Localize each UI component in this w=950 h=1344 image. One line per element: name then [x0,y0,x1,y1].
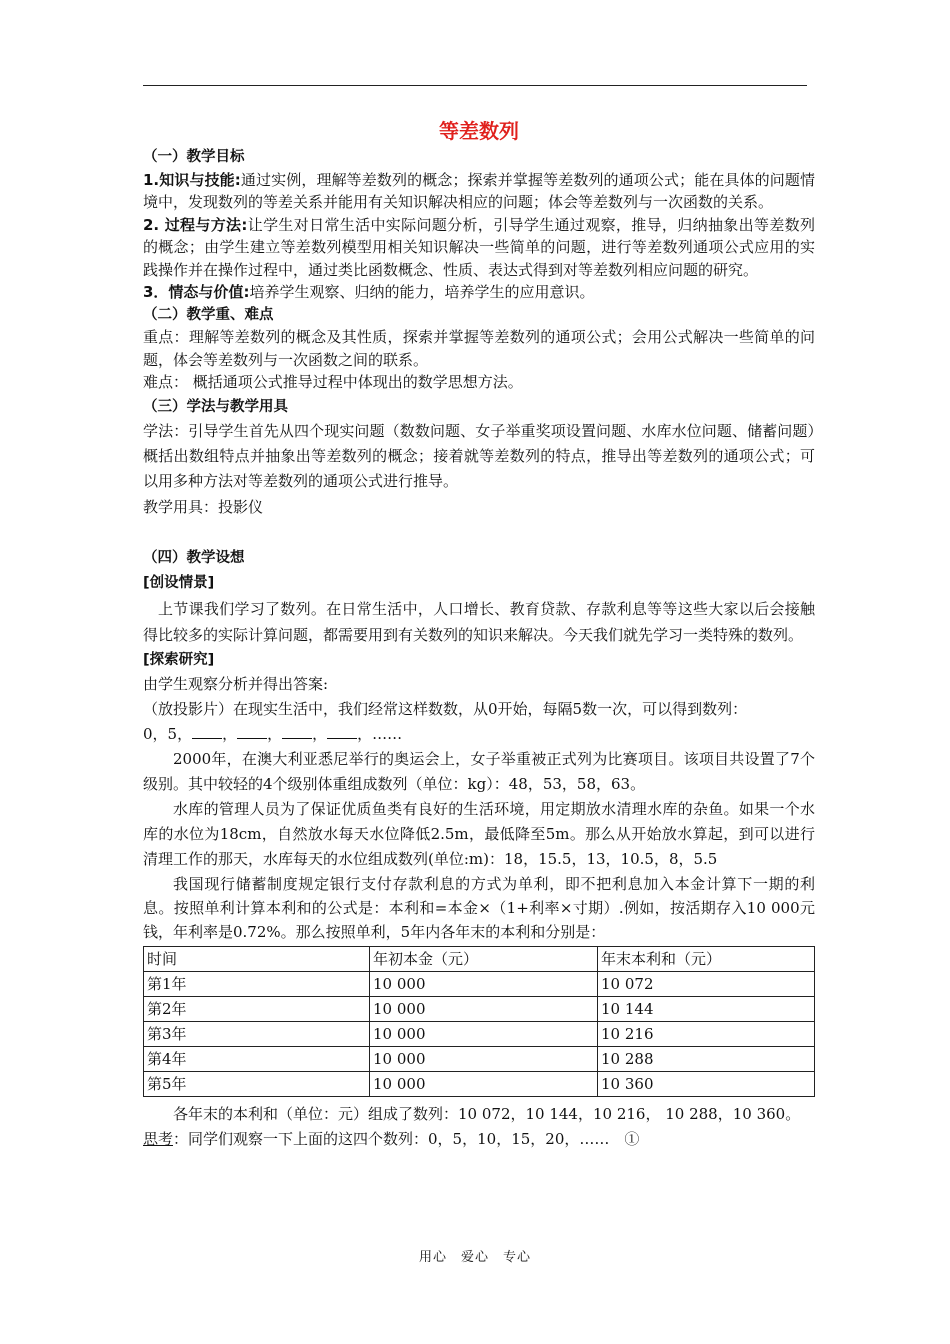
sep-1: ， [222,725,238,743]
savings-paragraph: 我国现行储蓄制度规定银行支付存款利息的方式为单利，即不把利息加入本金计算下一期的利息。按照单利计算本利和的公式是：本利和=本金×（1+利率×寸期）.例如，按活期存入10 000元钱，年利率是0.72%。那么按照单利，5年内各年末的本利和分别是： [143,875,815,941]
think-text: ：同学们观察一下上面的这四个数列：0，5，10，15，20，…… ① [173,1130,640,1148]
table-header-cell: 时间 [144,947,370,972]
blank-4 [327,724,357,739]
subheading-scenario: [创设情景] [143,575,215,591]
year-end-sequence: 各年末的本利和（单位：元）组成了数列：10 072，10 144，10 216， 10 288，10 360。 [173,1105,801,1123]
table-cell: 第3年 [144,1022,370,1047]
think-line [143,1127,815,1151]
table-cell: 10 288 [598,1047,815,1072]
savings-table [143,946,815,1097]
table-cell: 10 000 [370,997,598,1022]
goal-process-text: 让学生对日常生活中实际问题分析，引导学生通过观察，推导，归纳抽象出等差数列的概念；由学生建立等差数列模型用相关知识解决一些简单的问题，进行等差数列通项公式应用的实践操作并在操作过程中，通过类比函数概念、性质、表达式得到对等差数列相应问题的研究。 [143,215,815,279]
table-cell: 第2年 [144,997,370,1022]
goal-values-label: 3．情态与价值: [143,283,250,301]
goal-knowledge-text: 通过实例，理解等差数列的概念；探索并掌握等差数列的通项公式；能在具体的问题情境中，发现数列的等差关系并能用有关知识解决相应的问题；体会等差数列与一次函数的关系。 [143,170,815,211]
table-cell: 10 144 [598,997,815,1022]
table-cell: 10 360 [598,1072,815,1097]
section-heading-goals: （一）教学目标 [143,149,245,165]
sep-4: ， [357,725,373,743]
section-heading-method: （三）学法与教学用具 [143,398,288,415]
table-cell: 第5年 [144,1072,370,1097]
blank-3 [282,724,312,739]
table-row [144,997,815,1022]
page-title: 等差数列 [439,119,519,143]
reservoir-paragraph: 水库的管理人员为了保证优质鱼类有良好的生活环境，用定期放水清理水库的杂鱼。如果一个水库的水位为18cm，自然放水每天水位降低2.5m，最低降至5m。那么从开始放水算起，到可以进行清理工作的那天，水库每天的水位组成数列(单位:m)：18，15.5，13，10.5，8，5.5 [143,800,815,868]
goal-process-label: 2. 过程与方法: [143,215,248,234]
section-heading-design: （四）教学设想 [143,550,245,566]
goal-values-text: 培养学生观察、归纳的能力，培养学生的应用意识。 [249,283,595,301]
sep-2: ， [267,725,283,743]
learning-method: 学法：引导学生首先从四个现实问题（数数问题、女子举重奖项设置问题、水库水位问题、储蓄问题）概括出数组特点并抽象出等差数列的概念；接着就等差数列的特点，推导出等差数列的通项公式；可以用多种方法对等差数列的通项公式进行推导。 [143,422,815,490]
scenario-intro: 上节课我们学习了数列。在日常生活中，人口增长、教育贷款、存款利息等等这些大家以后会接触得比较多的实际计算问题，都需要用到有关数列的知识来解决。今天我们就先学习一类特殊的数列。 [143,600,815,644]
ellipsis: …… [372,725,403,743]
table-header-cell: 年初本金（元） [370,947,598,972]
counting-sequence [143,722,815,747]
table-header-row [144,947,815,972]
table-row [144,972,815,997]
think-label: 思考 [143,1130,174,1148]
table-cell: 10 000 [370,972,598,997]
difficulty-point: 难点： 概括通项公式推导过程中体现出的数学思想方法。 [143,373,523,391]
table-cell: 第4年 [144,1047,370,1072]
header-rule [143,85,807,86]
spacer [143,520,815,546]
table-row [144,1047,815,1072]
table-cell: 10 000 [370,1072,598,1097]
goal-values [143,281,815,304]
document-body [143,118,815,1151]
blank-1 [192,724,222,739]
table-cell: 第1年 [144,972,370,997]
goal-knowledge [143,169,815,214]
table-header-cell: 年末本利和（元） [598,947,815,972]
subheading-explore: [探索研究] [143,652,215,668]
blank-2 [237,724,267,739]
table-cell: 10 000 [370,1022,598,1047]
table-cell: 10 000 [370,1047,598,1072]
table-row [144,1072,815,1097]
seq-start: 0，5， [143,725,193,743]
counting-line: （放投影片）在现实生活中，我们经常这样数数，从0开始，每隔5数一次，可以得到数列： [143,700,748,718]
page-footer: 用心 爱心 专心 [418,1250,531,1265]
teaching-tools: 教学用具：投影仪 [143,498,264,516]
goal-knowledge-label: 1.知识与技能: [143,170,241,189]
sep-3: ， [312,725,328,743]
table-cell: 10 072 [598,972,815,997]
table-cell: 10 216 [598,1022,815,1047]
weightlifting-paragraph: 2000年，在澳大利亚悉尼举行的奥运会上，女子举重被正式列为比赛项目。该项目共设置了7个级别。其中较轻的4个级别体重组成数列（单位：kg）：48，53，58，63。 [143,750,815,793]
key-point: 重点：理解等差数列的概念及其性质，探索并掌握等差数列的通项公式；会用公式解决一些简单的问题，体会等差数列与一次函数之间的联系。 [143,328,815,369]
observe-line: 由学生观察分析并得出答案: [143,675,329,693]
section-heading-keypoints: （二）教学重、难点 [143,306,274,323]
table-row [144,1022,815,1047]
goal-process [143,214,815,282]
